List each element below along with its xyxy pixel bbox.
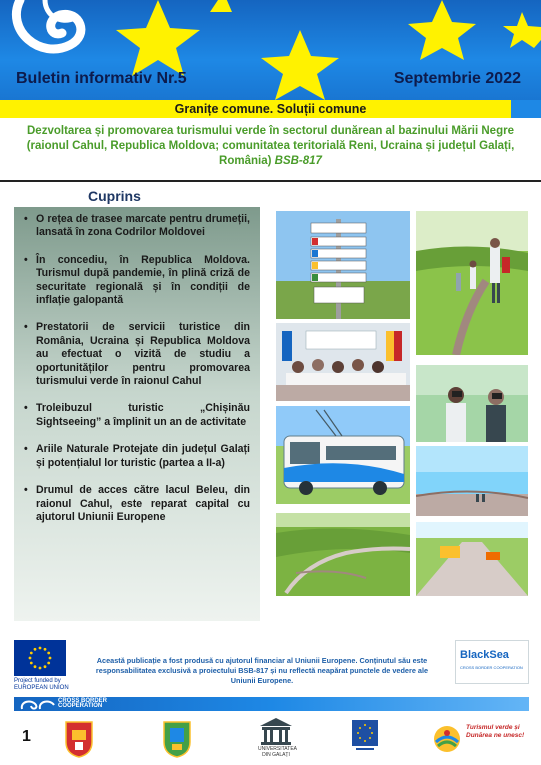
reni-coat-of-arms-icon bbox=[160, 718, 194, 758]
star-icon bbox=[210, 0, 232, 12]
contents-item[interactable]: • Ariile Naturale Protejate din județul Galați și potențialul lor turistic (partea a II-a) bbox=[24, 443, 250, 470]
green-tourism-title: Turismul verde și Dunărea ne unesc! bbox=[466, 724, 525, 739]
trolleybus-photo bbox=[276, 406, 410, 504]
star-icon bbox=[116, 0, 200, 76]
contents-item[interactable]: • Troleibuzul turistic „Chișinău Sightseeing” a împlinit un an de activitate bbox=[24, 402, 250, 429]
university-label: UNIVERSITATEA DIN GALAȚI bbox=[258, 746, 297, 758]
eu-caption-line2: EUROPEAN UNION bbox=[14, 685, 69, 691]
swirl-icon bbox=[18, 697, 58, 711]
cross-border-line2: COOPERATION bbox=[58, 703, 103, 709]
road-construction-photo bbox=[416, 522, 528, 596]
green-tourism-logo bbox=[432, 722, 532, 758]
lake-shore-photo bbox=[416, 446, 528, 516]
university-galati-logo bbox=[258, 716, 297, 758]
dis-logo-icon bbox=[350, 718, 380, 752]
cross-border-line1: CROSS BORDER bbox=[58, 698, 108, 704]
bulletin-date: Septembrie 2022 bbox=[393, 70, 521, 87]
star-icon bbox=[503, 12, 541, 48]
project-title bbox=[12, 124, 529, 169]
slogan-text: Granițe comune. Soluții comune bbox=[174, 102, 367, 116]
university-building-icon bbox=[258, 716, 294, 746]
black-sea-logo-text: BlackSea bbox=[460, 649, 509, 661]
globe-icon bbox=[432, 724, 462, 754]
eu-disclaimer: Această publicație a fost produsă cu ajutorul financiar al Uniunii Europene. Conținutul său este responsabilitatea exclusivă a proiectului BSB-817 și nu reflectă neapărat punctele de vedere ale Uniunii Europene. bbox=[95, 656, 429, 685]
black-sea-logo bbox=[455, 640, 529, 684]
contents-item[interactable]: • Drumul de acces către lacul Beleu, din raionul Cahul, este reparat capital cu ajutorul Uniunii Europene bbox=[24, 484, 250, 524]
star-icon bbox=[408, 0, 476, 60]
page-number: 1 bbox=[22, 728, 31, 745]
header-banner bbox=[0, 0, 541, 100]
contents-item[interactable]: • În concediu, în Republica Moldova. Turismul după pandemie, în plină criză de securitate regională și în condiții de inflație galopantă bbox=[24, 254, 250, 308]
landscape-aerial-photo bbox=[276, 513, 410, 596]
meeting-room-photo bbox=[276, 323, 410, 401]
contents-item[interactable]: • O rețea de trasee marcate pentru drumeții, lansată în zona Codrilor Moldovei bbox=[24, 213, 250, 240]
bulletin-title: Buletin informativ Nr.5 bbox=[16, 70, 187, 87]
project-code: BSB-817 bbox=[274, 155, 322, 167]
trail-signpost-photo bbox=[276, 211, 410, 319]
binoculars-photo bbox=[416, 365, 528, 442]
cahul-coat-of-arms-icon bbox=[62, 718, 96, 758]
eu-caption bbox=[14, 678, 69, 692]
eu-caption-line1: Project funded by bbox=[14, 678, 61, 684]
eu-flag-icon bbox=[14, 640, 66, 676]
contents-item[interactable]: • Prestatorii de servicii turistice din România, Ucraina și Republica Moldova au efectuat o vizită de studiu a oportunităților pentru promovarea turismului verde în raionul Cahul bbox=[24, 321, 250, 388]
divider bbox=[0, 180, 541, 182]
contents-box bbox=[14, 207, 260, 621]
hikers-photo bbox=[416, 211, 528, 355]
cross-border-label bbox=[58, 699, 107, 709]
black-sea-logo-subtitle: CROSS BORDER COOPERATION bbox=[460, 665, 523, 670]
project-title-text: Dezvoltarea și promovarea turismului verde în sectorul dunărean al bazinului Mării Negre (raionul Cahul, Republica Moldova; comunitatea teritorială Reni, Ucraina și județul Galați, România) bbox=[26, 125, 515, 167]
contents-title: Cuprins bbox=[88, 188, 141, 204]
slogan-bar bbox=[0, 100, 541, 118]
